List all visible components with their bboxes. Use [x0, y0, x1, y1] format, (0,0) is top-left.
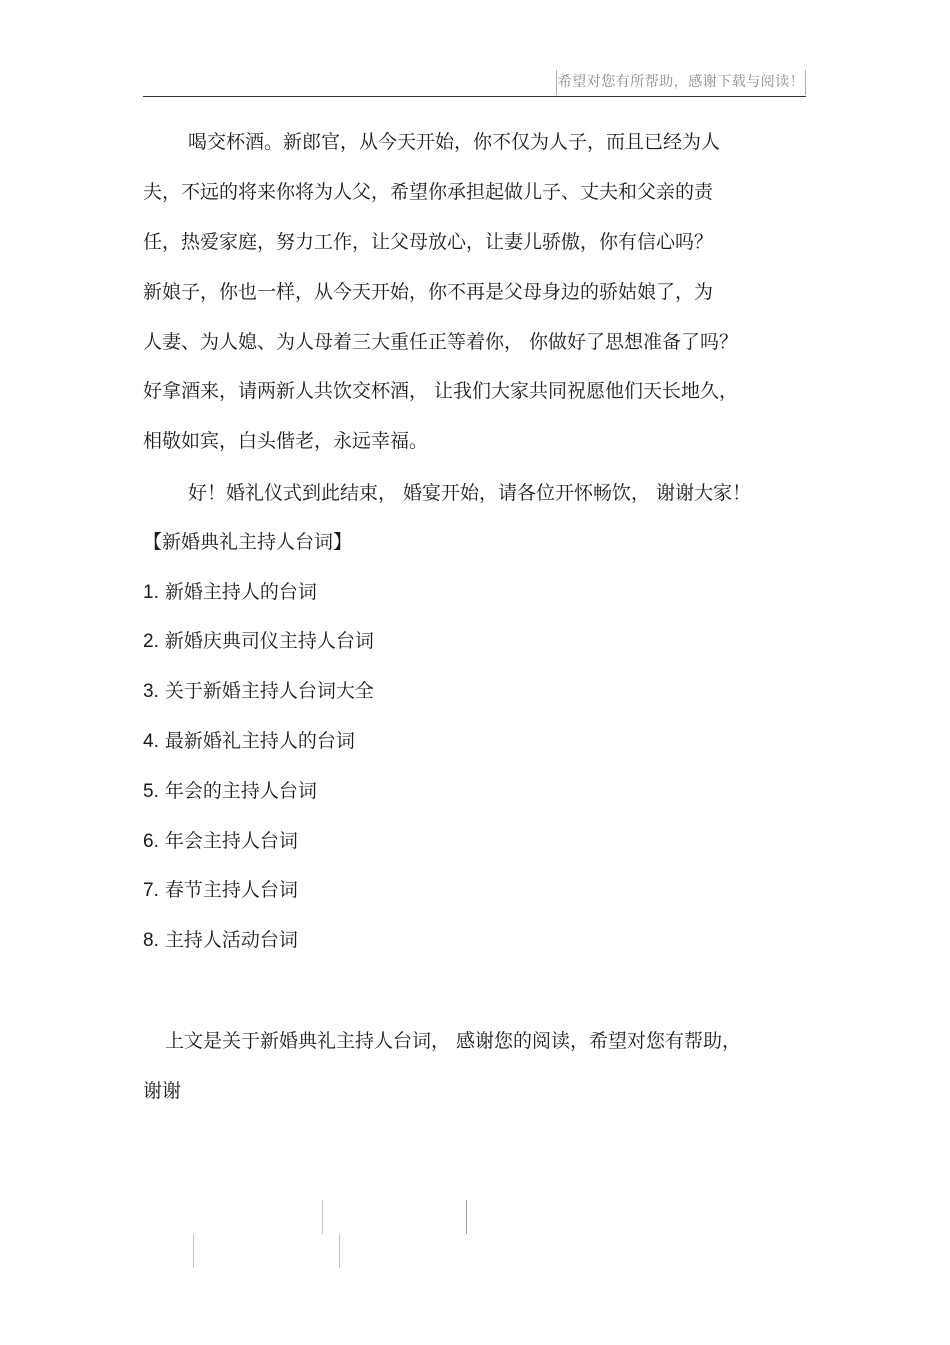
- header-rule: [143, 96, 806, 97]
- related-item-number: 3.: [143, 681, 159, 702]
- footer-divider: [193, 1234, 194, 1268]
- related-item-number: 4.: [143, 731, 159, 752]
- header-banner: 希望对您有所帮助，感谢下载与阅读！: [556, 70, 806, 95]
- related-item[interactable]: [143, 877, 298, 904]
- related-item-link[interactable]: 主持人活动台词: [164, 929, 298, 951]
- closing-line: 上文是关于新婚典礼主持人台词， 感谢您的阅读，希望对您有帮助，: [165, 1030, 742, 1052]
- footer-divider: [466, 1200, 467, 1234]
- related-item-link[interactable]: 关于新婚主持人台词大全: [164, 680, 374, 702]
- related-item-link[interactable]: 新婚庆典司仪主持人台词: [164, 630, 374, 652]
- related-item[interactable]: [143, 778, 317, 805]
- paragraph-line: 人妻、为人媳、为人母着三大重任正等着你， 你做好了思想准备了吗？: [143, 331, 739, 353]
- closing-remark: 好！婚礼仪式到此结束， 婚宴开始，请各位开怀畅饮， 谢谢大家！: [188, 482, 752, 504]
- closing-line: 谢谢: [143, 1080, 182, 1102]
- related-item[interactable]: [143, 678, 374, 705]
- related-item-number: 8.: [143, 930, 159, 951]
- paragraph-line: 夫，不远的将来你将为人父，希望你承担起做儿子、丈夫和父亲的责: [143, 181, 714, 203]
- paragraph-line: 相敬如宾，白头偕老，永远幸福。: [143, 430, 429, 452]
- related-item-link[interactable]: 年会的主持人台词: [164, 780, 317, 802]
- paragraph-line: 好拿酒来，请两新人共饮交杯酒， 让我们大家共同祝愿他们天长地久，: [143, 380, 739, 402]
- paragraph-line: 新娘子，你也一样，从今天开始，你不再是父母身边的骄姑娘了，为: [143, 281, 714, 303]
- paragraph-line: 任，热爱家庭，努力工作，让父母放心，让妻儿骄傲，你有信心吗？: [143, 231, 714, 253]
- related-item[interactable]: [143, 728, 355, 755]
- paragraph-line: 喝交杯酒。新郎官，从今天开始，你不仅为人子，而且已经为人: [188, 131, 721, 153]
- related-item[interactable]: [143, 828, 298, 855]
- related-item-number: 7.: [143, 880, 159, 901]
- related-item[interactable]: [143, 927, 298, 954]
- related-heading: 【新婚典礼主持人台词】: [143, 531, 353, 553]
- related-item-number: 5.: [143, 781, 159, 802]
- related-item-link[interactable]: 春节主持人台词: [164, 879, 298, 901]
- related-item-link[interactable]: 年会主持人台词: [164, 830, 298, 852]
- footer-divider: [322, 1200, 323, 1234]
- related-item[interactable]: [143, 579, 317, 606]
- footer-divider: [339, 1234, 340, 1268]
- related-item-link[interactable]: 新婚主持人的台词: [164, 581, 317, 603]
- related-item-number: 1.: [143, 582, 159, 603]
- related-item-number: 6.: [143, 831, 159, 852]
- related-item-link[interactable]: 最新婚礼主持人的台词: [164, 730, 355, 752]
- related-item-number: 2.: [143, 631, 159, 652]
- related-item[interactable]: [143, 628, 374, 655]
